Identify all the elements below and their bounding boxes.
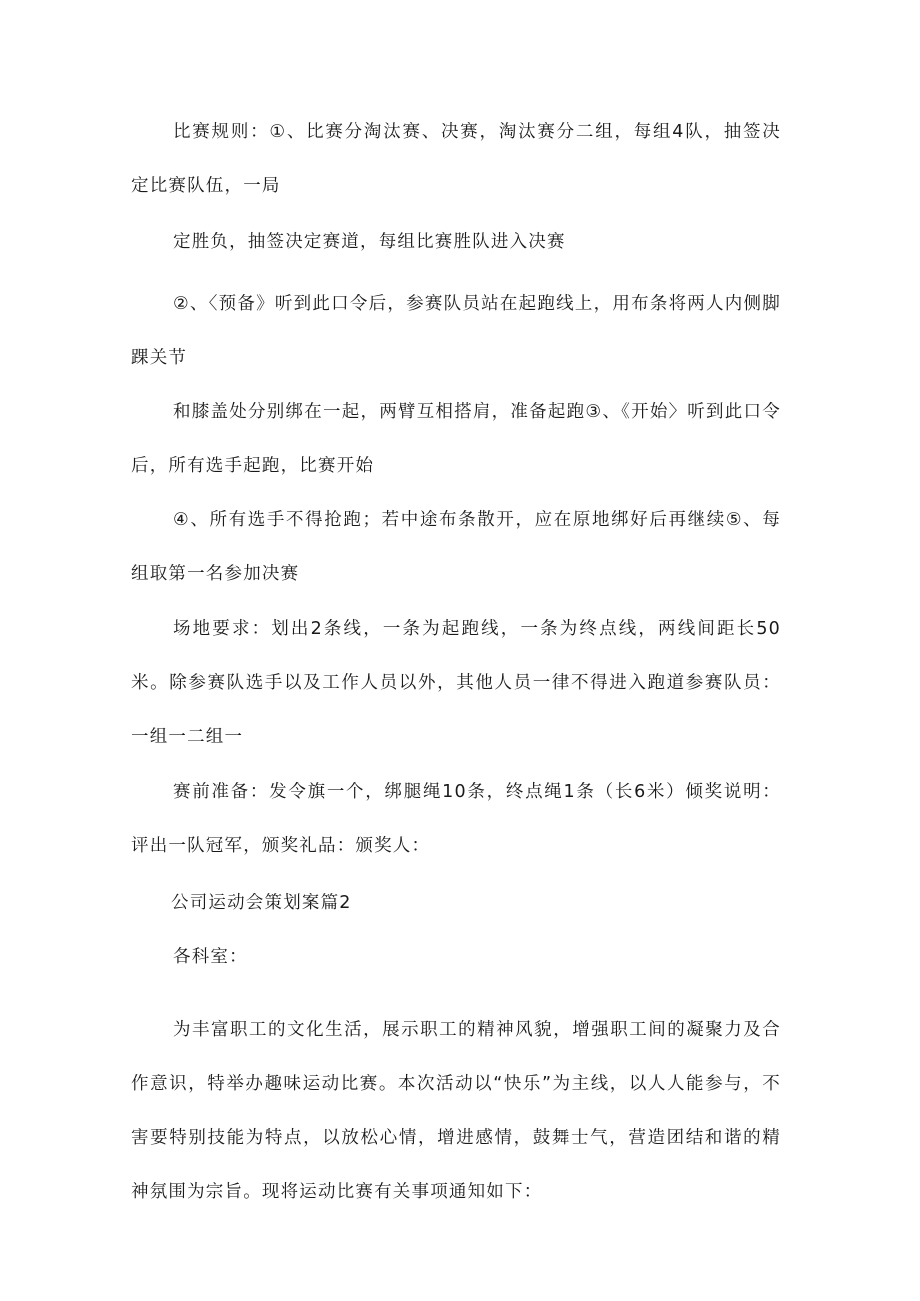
paragraph-salutation: 各科室： — [173, 947, 248, 967]
paragraph-rule-start: 和膝盖处分别绑在一起，两臂互相搭肩，准备起跑③、《开始〉听到此口令后，所有选手起跑，比赛开始 — [131, 402, 781, 476]
paragraph-rules-continued: 定胜负，抽签决定赛道，每组比赛胜队进入决赛 — [173, 232, 566, 252]
section-title: 公司运动会策划案篇2 — [171, 893, 352, 913]
paragraph-rule-no-false-start: ④、所有选手不得抢跑；若中途布条散开，应在原地绑好后再继续⑤、每组取第一名参加决赛 — [131, 510, 781, 584]
paragraph-competition-rules: 比赛规则：①、比赛分淘汰赛、决赛，淘汰赛分二组，每组4队，抽签决定比赛队伍，一局 — [131, 122, 781, 196]
paragraph-notice-body: 为丰富职工的文化生活，展示职工的精神风貌，增强职工间的凝聚力及合作意识，特举办趣味运动比赛。本次活动以“快乐”为主线，以人人能参与，不害要特别技能为特点，以放松心情，增进感情，鼓舞士气，营造团结和谐的精神氛围为宗旨。现将运动比赛有关事项通知如下： — [131, 1020, 781, 1202]
paragraph-rule-ready: ②、〈预备》听到此口令后，参赛队员站在起跑线上，用布条将两人内侧脚踝关节 — [131, 294, 781, 368]
paragraph-preparation: 赛前准备：发令旗一个，绑腿绳10条，终点绳1条（长6米）倾奖说明：评出一队冠军，颁奖礼品：颁奖人： — [131, 782, 781, 856]
paragraph-venue-requirements: 场地要求：划出2条线，一条为起跑线，一条为终点线，两线间距长50米。除参赛队选手以及工作人员以外，其他人员一律不得进入跑道参赛队员：一组一二组一 — [131, 619, 781, 747]
